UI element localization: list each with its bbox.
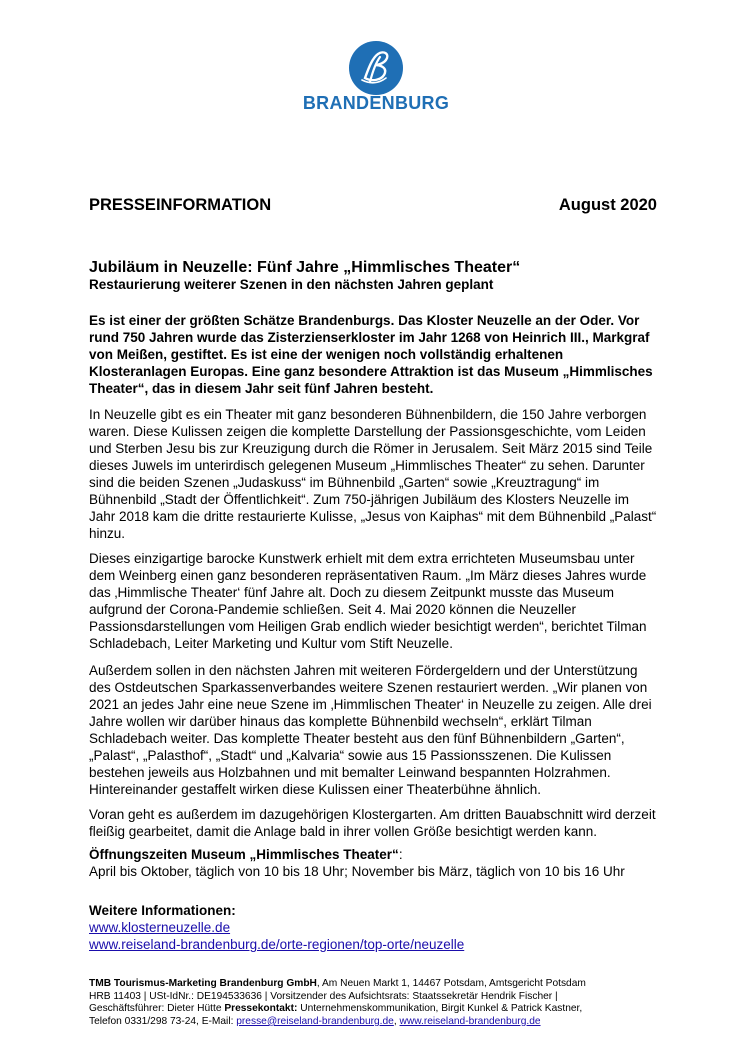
press-date: August 2020 bbox=[558, 196, 657, 214]
footer bbox=[89, 978, 659, 1028]
footer-website-link[interactable]: www.reiseland-brandenburg.de bbox=[399, 1015, 541, 1027]
footer-line-2: HRB 11403 | USt-IdNr.: DE194533636 | Vorsitzender des Aufsichtsrats: Staatssekretär Hendrik Fischer | bbox=[89, 990, 558, 1002]
footer-line-4 bbox=[89, 1016, 659, 1029]
article-subtitle: Restaurierung weiterer Szenen in den nächsten Jahren geplant bbox=[89, 277, 494, 292]
opening-hours-heading bbox=[89, 846, 659, 863]
lead-paragraph: Es ist einer der größten Schätze Brandenburgs. Das Kloster Neuzelle an der Oder. Vor rund 750 Jahren wurde das Zisterzienserkloster im Jahr 1268 von Heinrich III., Markgraf von Meißen, gestiftet. Es ist eine der wenigen noch vollständig erhaltenen Klosteranlagen Europas. Eine ganz besondere Attraktion ist das Museum „Himmlisches Theater“, das in diesem Jahr seit fünf Jahren besteht. bbox=[89, 313, 653, 396]
brand-wordmark: BRANDENBURG bbox=[302, 93, 450, 113]
more-info-title: Weitere Informationen: bbox=[89, 903, 236, 918]
link-reiseland-neuzelle[interactable]: www.reiseland-brandenburg.de/orte-regionen/top-orte/neuzelle bbox=[89, 937, 465, 952]
more-info bbox=[89, 902, 659, 953]
body-paragraph-4: Voran geht es außerdem im dazugehörigen Klostergarten. Am dritten Bauabschnitt wird derzeit fleißig gearbeitet, damit die Anlage bald in ihrer vollen Größe besichtigt werden kann. bbox=[89, 807, 656, 839]
opening-hours-colon: : bbox=[398, 847, 403, 862]
footer-managing-director: Geschäftsführer: Dieter Hütte bbox=[89, 1003, 225, 1015]
brandenburg-emblem-icon bbox=[348, 40, 404, 96]
body-paragraph-1: In Neuzelle gibt es ein Theater mit ganz besonderen Bühnenbildern, die 150 Jahre verborgen waren. Diese Kulissen zeigen die komplette Darstellung der Passionsgeschichte, vom Leiden und Sterben Jesu bis zur Kreuzigung durch die Römer in Jerusalem. Seit März 2015 sind Teile dieses Juwels im unterirdisch gelegenen Museum „Himmlisches Theater“ zu sehen. Darunter sind die beiden Szenen „Judaskuss“ im Bühnenbild „Garten“ sowie „Kreuztragung“ im Bühnenbild „Stadt der Öffentlichkeit“. Zum 750-jährigen Jubiläum des Klosters Neuzelle im Jahr 2018 kam die dritte restaurierte Kulisse, „Jesus von Kaiphas“ mit dem Bühnenbild „Palast“ hinzu. bbox=[89, 407, 657, 541]
footer-press-contact-label: Pressekontakt: bbox=[224, 1003, 298, 1015]
body-paragraph-2: Dieses einzigartige barocke Kunstwerk erhielt mit dem extra errichteten Museumsbau unter dem Weinberg einen ganz besonderen repräsentativen Raum. „Im März dieses Jahres wurde das ‚Himmlische Theater‘ fünf Jahre alt. Doch zu diesem Zeitpunkt musste das Museum aufgrund der Corona-Pandemie schließen. Seit 4. Mai 2020 können die Neuzeller Passionsdarstellungen vom Heiligen Grab endlich wieder besichtigt werden“, berichtet Tilman Schladebach, Leiter Marketing und Kultur vom Stift Neuzelle. bbox=[89, 551, 647, 651]
footer-press-contact: Unternehmenskommunikation, Birgit Kunkel & Patrick Kastner, bbox=[297, 1003, 583, 1015]
footer-phone: Telefon 0331/298 73-24, E-Mail: bbox=[89, 1015, 237, 1027]
footer-separator: , bbox=[393, 1015, 400, 1027]
footer-email-link[interactable]: presse@reiseland-brandenburg.de bbox=[236, 1015, 394, 1027]
brandenburg-logo bbox=[296, 40, 456, 114]
footer-line-3 bbox=[89, 1003, 659, 1016]
body-paragraph-3: Außerdem sollen in den nächsten Jahren mit weiteren Fördergeldern und der Unterstützung des Ostdeutschen Sparkassenverbandes weitere Szenen restauriert werden. „Wir planen von 2021 an jedes Jahr eine neue Szene im ‚Himmlischen Theater‘ in Neuzelle zu zeigen. Alle drei Jahre wollen wir darüber hinaus das komplette Bühnenbild wechseln“, erklärt Tilman Schladebach weiter. Das komplette Theater besteht aus den fünf Bühnenbildern „Garten“, „Palast“, „Palasthof“, „Stadt“ und „Kalvaria“ sowie aus 15 Passionsszenen. Die Kulissen bestehen jeweils aus Holzbahnen und mit bemalter Leinwand bespannten Holzrahmen. Hintereinander gestaffelt wirken diese Kulissen einer Theaterbühne ähnlich. bbox=[89, 663, 652, 797]
opening-hours-title: Öffnungszeiten Museum „Himmlisches Theater“ bbox=[89, 847, 399, 862]
footer-line-1 bbox=[89, 978, 659, 991]
article-title: Jubiläum in Neuzelle: Fünf Jahre „Himmlisches Theater“ bbox=[89, 259, 521, 276]
press-label: PRESSEINFORMATION bbox=[89, 196, 272, 214]
opening-hours-text: April bis Oktober, täglich von 10 bis 18 Uhr; November bis März, täglich von 10 bis 16 Uhr bbox=[89, 864, 625, 879]
opening-hours bbox=[89, 846, 659, 880]
footer-address: , Am Neuen Markt 1, 14467 Potsdam, Amtsgericht Potsdam bbox=[316, 978, 586, 989]
link-klosterneuzelle[interactable]: www.klosterneuzelle.de bbox=[89, 920, 231, 935]
footer-company: TMB Tourismus-Marketing Brandenburg GmbH bbox=[89, 978, 317, 989]
press-header bbox=[89, 196, 657, 215]
